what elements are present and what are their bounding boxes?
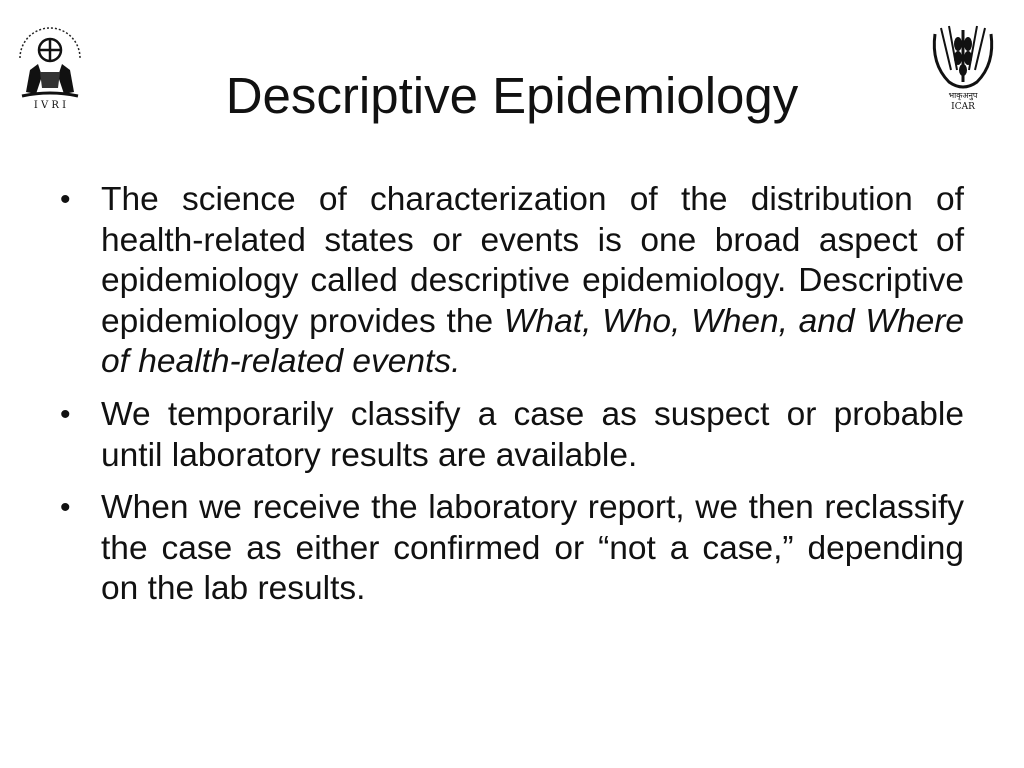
- bullet-text-italic: What, Who, When, and Where of health-related events.: [101, 302, 964, 381]
- bullet-marker: •: [60, 491, 71, 525]
- bullet-list: [60, 180, 964, 622]
- bullet-marker: •: [60, 183, 71, 216]
- bullet-item: [60, 488, 964, 610]
- icar-hindi-label: भाकृअनुप: [948, 91, 978, 100]
- bullet-text: We temporarily classify a case as suspect or probable until laboratory results are available.: [101, 395, 964, 474]
- ivri-logo: [12, 14, 88, 110]
- bullet-item: [60, 395, 964, 476]
- bullet-text: The science of characterization of the distribution of health-related states or events is one broad aspect of epidemiology called descriptive epidemiology. Descriptive epidemiology provides the: [101, 181, 964, 340]
- ivri-label: I V R I: [33, 100, 67, 110]
- icar-logo: [925, 20, 1001, 112]
- ivri-emblem-icon: [12, 14, 88, 110]
- icar-label: ICAR: [951, 102, 975, 112]
- bullet-text: When we receive the laboratory report, we then reclassify the case as either confirmed or “not a case,” depending on the lab results.: [101, 489, 964, 608]
- bullet-marker: •: [60, 397, 71, 431]
- slide-title: Descriptive Epidemiology: [225, 67, 799, 124]
- icar-wheat-emblem-icon: [925, 20, 1001, 112]
- bullet-item: [60, 180, 964, 383]
